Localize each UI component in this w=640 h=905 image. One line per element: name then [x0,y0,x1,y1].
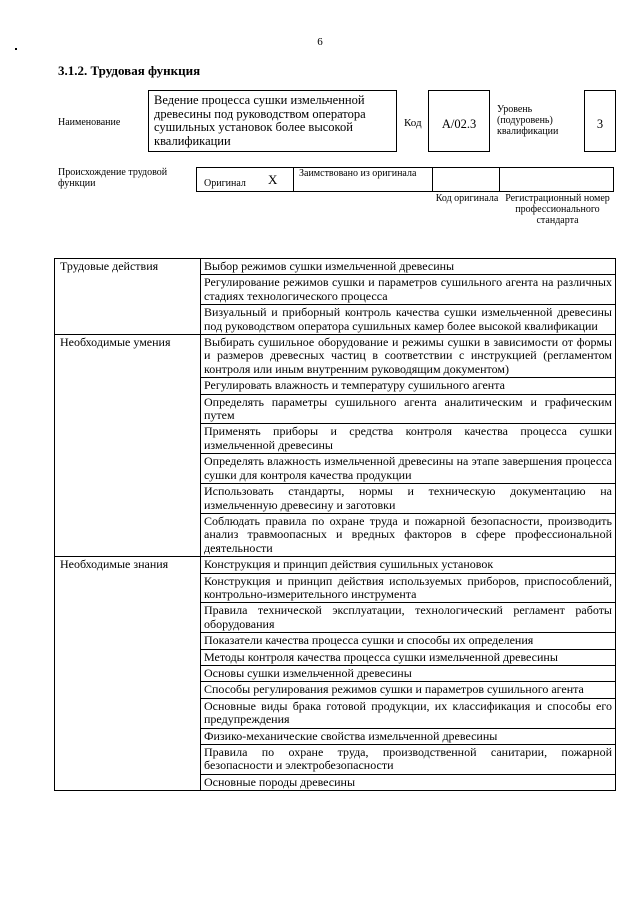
section-item: Способы регулирования режимов сушки и параметров сушильного агента [201,682,616,698]
reg-number-label: Регистрационный номер профессионального стандарта [505,193,610,226]
scan-dot [15,48,17,50]
table-row [55,335,616,378]
code-label: Код [404,117,422,129]
section-item: Определять параметры сушильного агента аналитическим и графическим путем [201,394,616,424]
original-mark: X [268,172,278,187]
table-row [55,557,616,573]
section-header: Необходимые знания [55,557,201,791]
table-row [55,259,616,275]
origin-label: Происхождение трудовой функции [58,167,168,189]
level-value: 3 [596,117,604,131]
section-item: Основные породы древесины [201,774,616,790]
section-item: Основные виды брака готовой продукции, их классификация и способы его предупреждения [201,698,616,728]
section-item: Основы сушки измельченной древесины [201,665,616,681]
section-item: Методы контроля качества процесса сушки измельченной древесины [201,649,616,665]
section-item: Показатели качества процесса сушки и способы их определения [201,633,616,649]
section-item: Определять влажность измельченной древесины на этапе завершения процесса сушки для контроля качества продукции [201,454,616,484]
level-label: Уровень (подуровень) квалификации [497,104,559,137]
section-item: Правила технической эксплуатации, технологический регламент работы оборудования [201,603,616,633]
section-item: Конструкция и принцип действия сушильных установок [201,557,616,573]
section-header: Трудовые действия [55,259,201,335]
section-item: Соблюдать правила по охране труда и пожарной безопасности, производить анализ травмоопасных и вредных факторов в сфере профессиональной деятельности [201,513,616,556]
origin-cell-original [197,168,294,191]
origin-cell-code [433,168,500,191]
section-item: Выбор режимов сушки измельченной древесины [201,259,616,275]
section-item: Визуальный и приборный контроль качества сушки измельченной древесины под руководством оператора сушильных камер более высокой квалификации [201,305,616,335]
section-item: Регулирование режимов сушки и параметров сушильного агента на различных стадиях технологического процесса [201,275,616,305]
borrowed-label: Заимствовано из оригинала [299,168,417,179]
section-item: Выбирать сушильное оборудование и режимы сушки в зависимости от формы и размеров древесных частиц в соответствии с инструкцией (регламентом контроля или иным внутренним руководящим документом) [201,335,616,378]
section-item: Применять приборы и средства контроля качества процесса сушки измельченной древесины [201,424,616,454]
section-title: 3.1.2. Трудовая функция [58,63,201,78]
function-name: Ведение процесса сушки измельченной древесины под руководством оператора сушильных установок более высокой квалификации [154,93,366,148]
section-header: Необходимые умения [55,335,201,557]
level-box [584,90,616,152]
section-item: Физико-механические свойства измельченной древесины [201,728,616,744]
code-box [428,90,490,152]
section-item: Регулировать влажность и температуру сушильного агента [201,378,616,394]
section-item: Конструкция и принцип действия используемых приборов, приспособлений, контрольно-измерительного инструмента [201,573,616,603]
function-name-box [148,90,397,152]
section-item: Использовать стандарты, нормы и техническую документацию на измельченную древесину и заготовки [201,484,616,514]
function-details-table [54,258,616,791]
page-number: 6 [317,36,323,48]
code-original-label: Код оригинала [435,193,499,204]
name-label: Наименование [58,117,121,128]
section-item: Правила по охране труда, производственной санитарии, пожарной безопасности и электробезопасности [201,745,616,775]
original-label: Оригинал [204,178,246,189]
code-value: A/02.3 [441,117,477,131]
